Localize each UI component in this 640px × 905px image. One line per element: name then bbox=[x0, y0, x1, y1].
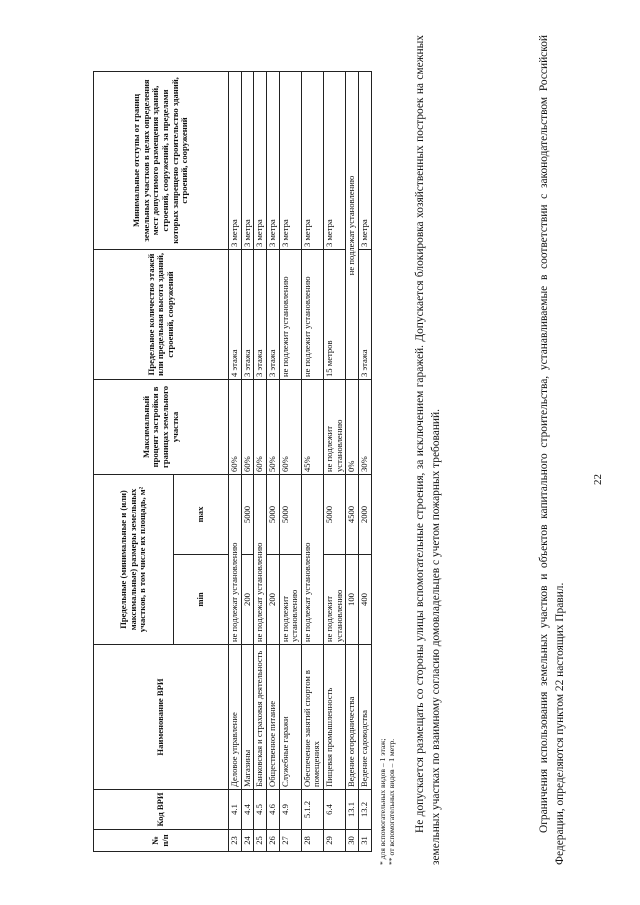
cell-coverage: 45% bbox=[301, 379, 323, 474]
cell-area-max: 5000 bbox=[279, 474, 301, 554]
cell-code: 4.6 bbox=[266, 790, 279, 830]
header-name: Наименование ВРИ bbox=[94, 645, 229, 790]
cell-area-max: 5000 bbox=[324, 474, 346, 554]
cell-area-min: 200 bbox=[241, 555, 254, 645]
table-row bbox=[301, 71, 323, 851]
cell-height: 3 этажа bbox=[266, 249, 279, 379]
header-area-group: Предельные (минимальные и (или) максимальные) размеры земельных участков, в том числе их площадь, м² bbox=[94, 474, 174, 644]
cell-name: Ведение садоводства bbox=[358, 645, 371, 790]
cell-num: 26 bbox=[266, 830, 279, 852]
cell-height: 3 этажа bbox=[241, 249, 254, 379]
cell-num: 31 bbox=[358, 830, 371, 852]
cell-num: 28 bbox=[301, 830, 323, 852]
paragraph-text: Не допускается размещать со стороны улицы вспомогательные строения, за исключением гаражей. Допускается блокировка хозяйственных построек на смежных земельных участках по взаимному согласию домовладельцев с учетом пожарных требований. bbox=[414, 35, 443, 865]
cell-code: 4.5 bbox=[254, 790, 267, 830]
cell-coverage: 50% bbox=[266, 379, 279, 474]
cell-area-max: 4500 bbox=[346, 474, 359, 554]
cell-num: 30 bbox=[346, 830, 359, 852]
cell-name: Обеспечение занятий спортом в помещениях bbox=[301, 645, 323, 790]
cell-coverage: 30% bbox=[358, 379, 371, 474]
land-use-table bbox=[93, 71, 372, 852]
cell-area-min: не подлежит установлению bbox=[279, 555, 301, 645]
cell-height: 4 этажа bbox=[229, 249, 242, 379]
cell-code: 4.9 bbox=[279, 790, 301, 830]
cell-num: 23 bbox=[229, 830, 242, 852]
cell-height: 15 метров bbox=[324, 249, 346, 379]
cell-coverage: 60% bbox=[254, 379, 267, 474]
cell-area-min: не подлежит установлению bbox=[324, 555, 346, 645]
footnotes bbox=[378, 45, 397, 865]
paragraph bbox=[412, 35, 444, 865]
cell-code: 13.1 bbox=[346, 790, 359, 830]
header-code: Код ВРИ bbox=[94, 790, 229, 830]
table-row bbox=[279, 71, 301, 851]
footnote: * для вспомогательных видов – 1 этаж; bbox=[378, 738, 387, 865]
table-row bbox=[346, 71, 359, 851]
cell-num: 29 bbox=[324, 830, 346, 852]
cell-area-min: 200 bbox=[266, 555, 279, 645]
cell-setback: 3 метра bbox=[229, 71, 242, 249]
header-setback: Минимальные отступы от границ земельных участков в целях определения мест допустимого размещения зданий, строений, сооружений, за пределами которых запрещено строительство зданий, строений, сооружений bbox=[94, 71, 229, 249]
table-row bbox=[241, 71, 254, 851]
cell-setback: 3 метра bbox=[324, 71, 346, 249]
cell-code: 5.1.2 bbox=[301, 790, 323, 830]
table-row bbox=[324, 71, 346, 851]
header-area-max: max bbox=[174, 474, 229, 554]
cell-code: 4.1 bbox=[229, 790, 242, 830]
cell-height: не подлежит установлению bbox=[301, 249, 323, 379]
cell-num: 24 bbox=[241, 830, 254, 852]
cell-setback: 3 метра bbox=[279, 71, 301, 249]
table-row bbox=[266, 71, 279, 851]
cell-area: не подлежат установлению bbox=[254, 474, 267, 644]
cell-num: 25 bbox=[254, 830, 267, 852]
cell-setback: 3 метра bbox=[358, 71, 371, 249]
cell-height: 3 этажа bbox=[254, 249, 267, 379]
header-coverage: Максимальный процент застройки в границах земельного участка bbox=[94, 379, 229, 474]
cell-name: Служебные гаражи bbox=[279, 645, 301, 790]
cell-code: 4.4 bbox=[241, 790, 254, 830]
header-height: Предельное количество этажей или предельная высота зданий, строений, сооружений bbox=[94, 249, 229, 379]
cell-setback: 3 метра bbox=[266, 71, 279, 249]
cell-area: не подлежат установлению bbox=[301, 474, 323, 644]
cell-name: Магазины bbox=[241, 645, 254, 790]
table-row bbox=[229, 71, 242, 851]
cell-height: 3 этажа bbox=[358, 249, 371, 379]
table-row bbox=[254, 71, 267, 851]
cell-coverage: 60% bbox=[279, 379, 301, 474]
cell-coverage: 60% bbox=[229, 379, 242, 474]
cell-coverage: 0% bbox=[346, 379, 359, 474]
cell-area-max: 2000 bbox=[358, 474, 371, 554]
cell-height: не подлежит установлению bbox=[279, 249, 301, 379]
cell-coverage: 60% bbox=[241, 379, 254, 474]
cell-name: Общественное питание bbox=[266, 645, 279, 790]
cell-coverage: не подлежит установлению bbox=[324, 379, 346, 474]
cell-code: 6.4 bbox=[324, 790, 346, 830]
cell-code: 13.2 bbox=[358, 790, 371, 830]
cell-area-max: 5000 bbox=[241, 474, 254, 554]
cell-name: Пищевая промышленность bbox=[324, 645, 346, 790]
paragraph bbox=[536, 35, 568, 865]
cell-name: Ведение огородничества bbox=[346, 645, 359, 790]
cell-area-max: 5000 bbox=[266, 474, 279, 554]
cell-height-setback: не подлежат установлению bbox=[346, 71, 359, 379]
cell-name: Деловое управление bbox=[229, 645, 242, 790]
cell-area: не подлежат установлению bbox=[229, 474, 242, 644]
footnote: ** от вспомогательных видов – 1 метр. bbox=[387, 738, 397, 865]
cell-setback: 3 метра bbox=[254, 71, 267, 249]
cell-setback: 3 метра bbox=[301, 71, 323, 249]
cell-num: 27 bbox=[279, 830, 301, 852]
cell-area-min: 400 bbox=[358, 555, 371, 645]
cell-area-min: 100 bbox=[346, 555, 359, 645]
cell-setback: 3 метра bbox=[241, 71, 254, 249]
header-num: № п/п bbox=[94, 830, 229, 852]
cell-name: Банковская и страховая деятельность bbox=[254, 645, 267, 790]
page-number: 22 bbox=[592, 474, 604, 485]
paragraph-text: Ограничения использования земельных участков и объектов капитального строительства, устанавливаемые в соответствии с законодательством Российской Федерации, определяются пунктом 22 настоящих Правил. bbox=[538, 35, 567, 865]
header-area-min: min bbox=[174, 555, 229, 645]
table-row bbox=[358, 71, 371, 851]
